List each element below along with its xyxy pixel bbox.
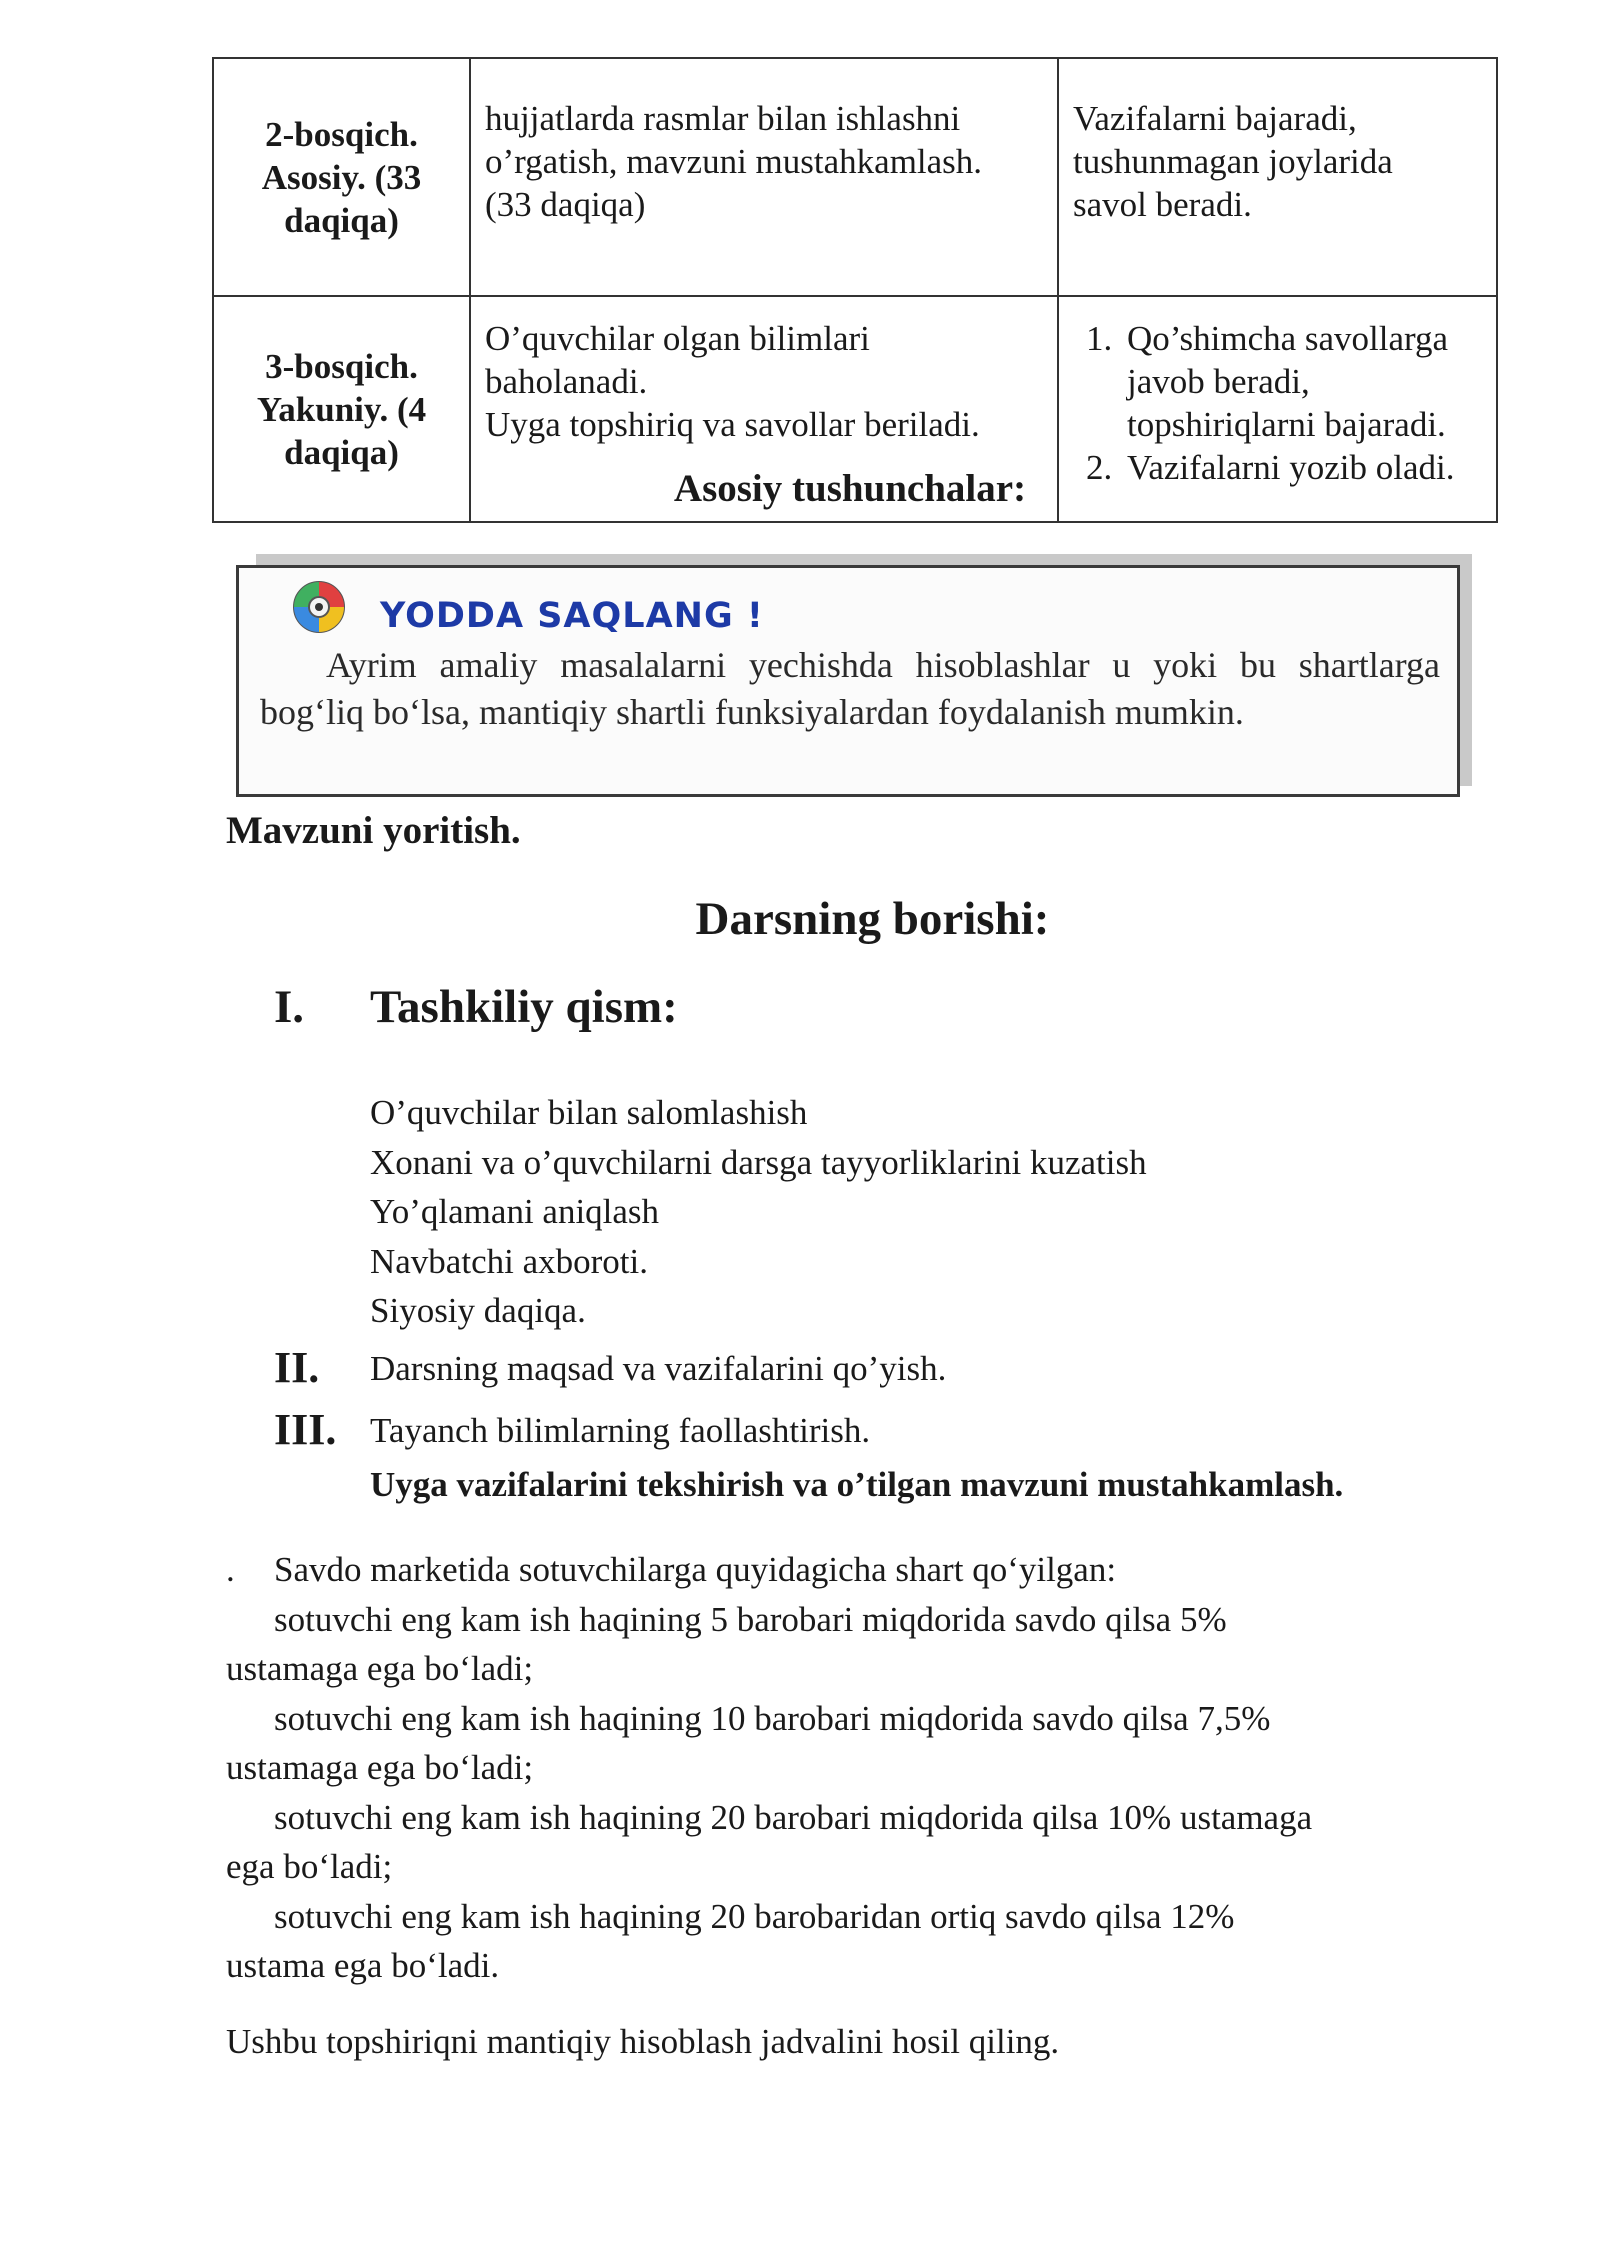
teacher-activity-cell <box>470 58 1058 296</box>
topic-heading: Mavzuni yoritish. <box>226 809 521 852</box>
stage-label: 3-bosqich. Yakuniy. (4 daqiqa) <box>256 346 427 472</box>
task-paragraph: sotuvchi eng kam ish haqining 10 barobari miqdorida savdo qilsa 7,5% ustamaga ega bo‘ladi; <box>226 1698 1271 1787</box>
bullet-dot: . <box>226 1550 235 1589</box>
task-paragraph: sotuvchi eng kam ish haqining 20 barobaridan ortiq savdo qilsa 12% ustama ega bo‘ladi. <box>226 1896 1235 1985</box>
list-item: O’quvchilar bilan salomlashish <box>370 1093 808 1132</box>
cd-disc-icon <box>292 580 346 634</box>
task-paragraph: sotuvchi eng kam ish haqining 5 barobari miqdorida savdo qilsa 5% ustamaga ega bo‘ladi; <box>226 1599 1227 1688</box>
organizational-list <box>370 1088 1147 1336</box>
task-paragraph: . Savdo marketida sotuvchilarga quyidagicha shart qo‘yilgan: <box>226 1545 1336 1595</box>
stage-cell <box>213 58 470 296</box>
section-text: Darsning maqsad va vazifalarini qo’yish. <box>370 1349 947 1388</box>
list-item: Yo’qlamani aniqlash <box>370 1192 660 1232</box>
table-row <box>213 58 1497 296</box>
teacher-activity-text: O’quvchilar olgan bilimlari baholanadi. Uyga topshiriq va savollar beriladi. <box>485 319 980 444</box>
list-item: Siyosiy daqiqa. <box>370 1291 586 1331</box>
list-item: 2. Vazifalarni yozib oladi. <box>1121 446 1482 489</box>
stage-label: 2-bosqich. Asosiy. (33 daqiqa) <box>261 114 422 240</box>
lesson-stages-table <box>212 57 1498 523</box>
task-paragraph: sotuvchi eng kam ish haqining 20 barobari miqdorida qilsa 10% ustamaga ega bo‘ladi; <box>226 1797 1313 1886</box>
section-number: III. <box>274 1405 337 1454</box>
section-text: Tayanch bilimlarning faollashtirish. <box>370 1411 871 1450</box>
basic-concepts-heading: Asosiy tushunchalar: <box>673 467 1027 510</box>
list-item: Xonani va o’quvchilarni darsga tayyorliklarini kuzatish <box>370 1142 1147 1182</box>
student-activity-list <box>1073 317 1482 489</box>
task-text <box>226 1545 1336 1991</box>
note-text: Ayrim amaliy masalalarni yechishda hisoblashlar u yoki bu shartlarga bog‘liq bo‘lsa, mantiqiy shartli funksiyalardan foydalanish mumkin. <box>260 645 1440 732</box>
student-activity-text: Vazifalarni bajaradi, tushunmagan joylarida savol beradi. <box>1073 99 1393 224</box>
note-title: YODDA SAQLANG ! <box>380 596 764 636</box>
section-title: Tashkiliy qism: <box>370 981 678 1033</box>
list-item: 1. Qo’shimcha savollarga javob beradi, topshiriqlarni bajaradi. <box>1121 317 1482 446</box>
final-instruction: Ushbu topshiriqni mantiqiy hisoblash jadvalini hosil qiling. <box>226 2022 1060 2061</box>
homework-check-heading: Uyga vazifalarini tekshirish va o’tilgan mavzuni mustahkamlash. <box>370 1465 1344 1504</box>
teacher-activity-text: hujjatlarda rasmlar bilan ishlashni o’rgatish, mavzuni mustahkamlash. (33 daqiqa) <box>485 99 983 224</box>
section-number: II. <box>274 1343 320 1392</box>
section-number: I. <box>274 981 305 1033</box>
list-item: Navbatchi axboroti. <box>370 1241 648 1281</box>
lesson-flow-heading: Darsning borishi: <box>695 893 1050 945</box>
student-activity-cell <box>1058 58 1497 296</box>
